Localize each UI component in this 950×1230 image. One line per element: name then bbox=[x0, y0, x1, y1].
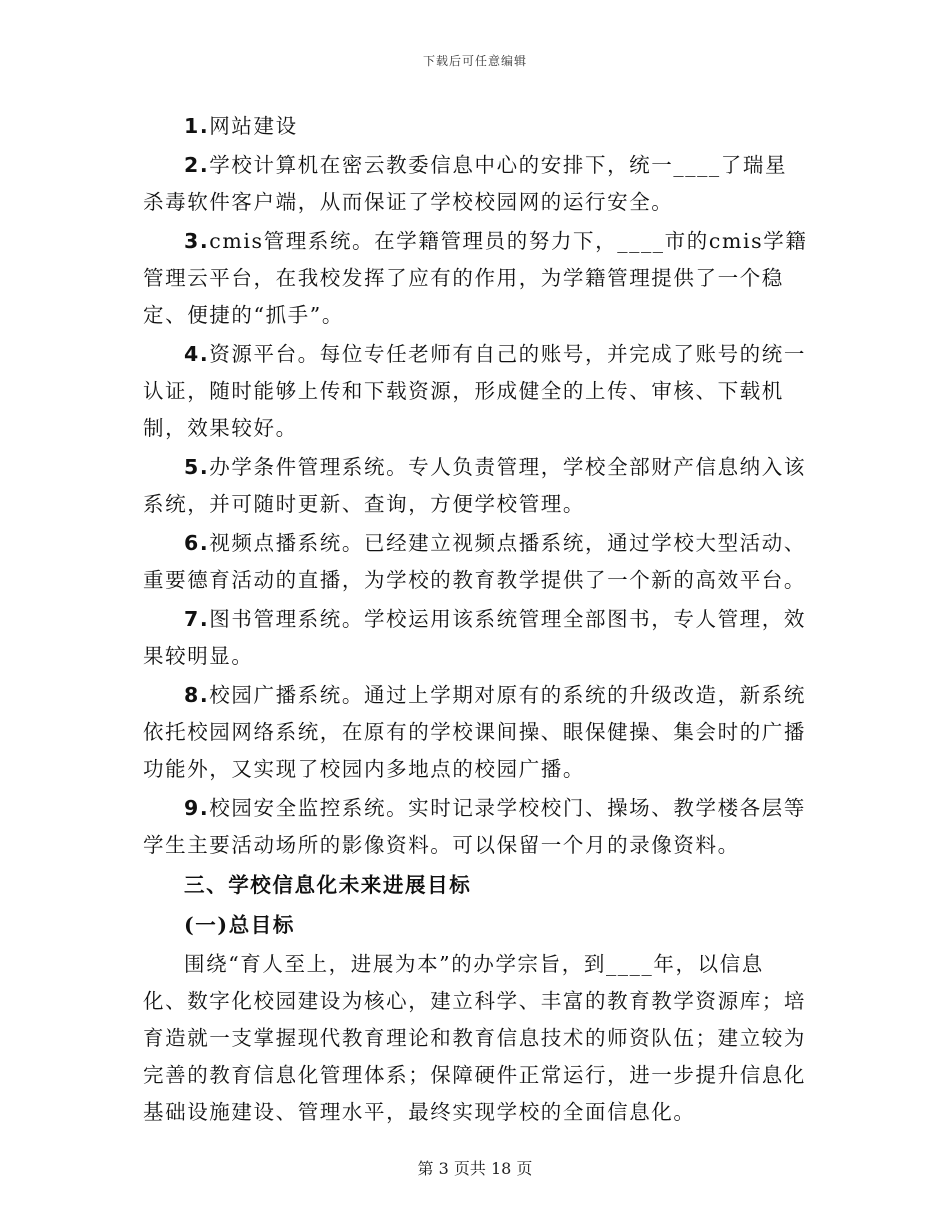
item-number: 9. bbox=[184, 796, 210, 820]
item-text: 办学条件管理系统。专人负责管理，学校全部财产信息纳入该系统，并可随时更新、查询，方便学校管理。 bbox=[143, 455, 806, 516]
item-number: 6. bbox=[184, 531, 210, 555]
item-number: 3. bbox=[184, 229, 210, 253]
page-header: 下载后可任意编辑 bbox=[422, 54, 527, 68]
list-item-2 bbox=[143, 147, 808, 221]
item-text: 图书管理系统。学校运用该系统管理全部图书，专人管理，效果较明显。 bbox=[143, 607, 806, 668]
item-text: 网站建设 bbox=[209, 114, 298, 138]
item-number: 2. bbox=[184, 153, 210, 177]
section-heading: 三、学校信息化未来进展目标 bbox=[184, 873, 472, 897]
item-text: 校园安全监控系统。实时记录学校校门、操场、教学楼各层等学生主要活动场所的影像资料。可以保留一个月的录像资料。 bbox=[143, 796, 806, 857]
item-text: 视频点播系统。已经建立视频点播系统，通过学校大型活动、重要德育活动的直播，为学校的教育教学提供了一个新的高效平台。 bbox=[143, 531, 806, 592]
goal-paragraph: 围绕“育人至上，进展为本”的办学宗旨，到____年，以信息化、数字化校园建设为核心，建立科学、丰富的教育教学资源库；培育造就一支掌握现代教育理论和教育信息技术的师资队伍；建立较为完善的教育信息化管理体系；保障硬件正常运行，进一步提升信息化基础设施建设、管理水平，最终实现学校的全面信息化。 bbox=[143, 952, 806, 1124]
document-body bbox=[143, 108, 808, 1133]
list-item-9 bbox=[143, 790, 808, 864]
page-footer: 第 3 页共 18 页 bbox=[417, 1159, 533, 1178]
item-text: 资源平台。每位专任老师有自己的账号，并完成了账号的统一认证，随时能够上传和下载资源，形成健全的上传、审核、下载机制，效果较好。 bbox=[143, 342, 806, 440]
item-text: 学校计算机在密云教委信息中心的安排下，统一____了瑞星杀毒软件客户端，从而保证了学校校园网的运行安全。 bbox=[143, 153, 788, 214]
item-text: 校园广播系统。通过上学期对原有的系统的升级改造，新系统依托校园网络系统，在原有的学校课间操、眼保健操、集会时的广播功能外，又实现了校园内多地点的校园广播。 bbox=[143, 683, 806, 781]
list-item-1 bbox=[143, 108, 808, 145]
list-item-6 bbox=[143, 525, 808, 599]
item-number: 7. bbox=[184, 607, 210, 631]
list-item-5 bbox=[143, 449, 808, 523]
item-number: 8. bbox=[184, 683, 210, 707]
list-item-3 bbox=[143, 223, 808, 334]
list-item-4 bbox=[143, 336, 808, 447]
item-number: 1. bbox=[184, 114, 210, 138]
item-text: cmis管理系统。在学籍管理员的努力下，____市的cmis学籍管理云平台，在我校发挥了应有的作用，为学籍管理提供了一个稳定、便捷的“抓手”。 bbox=[143, 229, 808, 327]
item-number: 4. bbox=[184, 342, 210, 366]
sub-heading: (一)总目标 bbox=[184, 913, 295, 937]
list-item-7 bbox=[143, 601, 808, 675]
list-item-8 bbox=[143, 677, 808, 788]
item-number: 5. bbox=[184, 455, 210, 479]
